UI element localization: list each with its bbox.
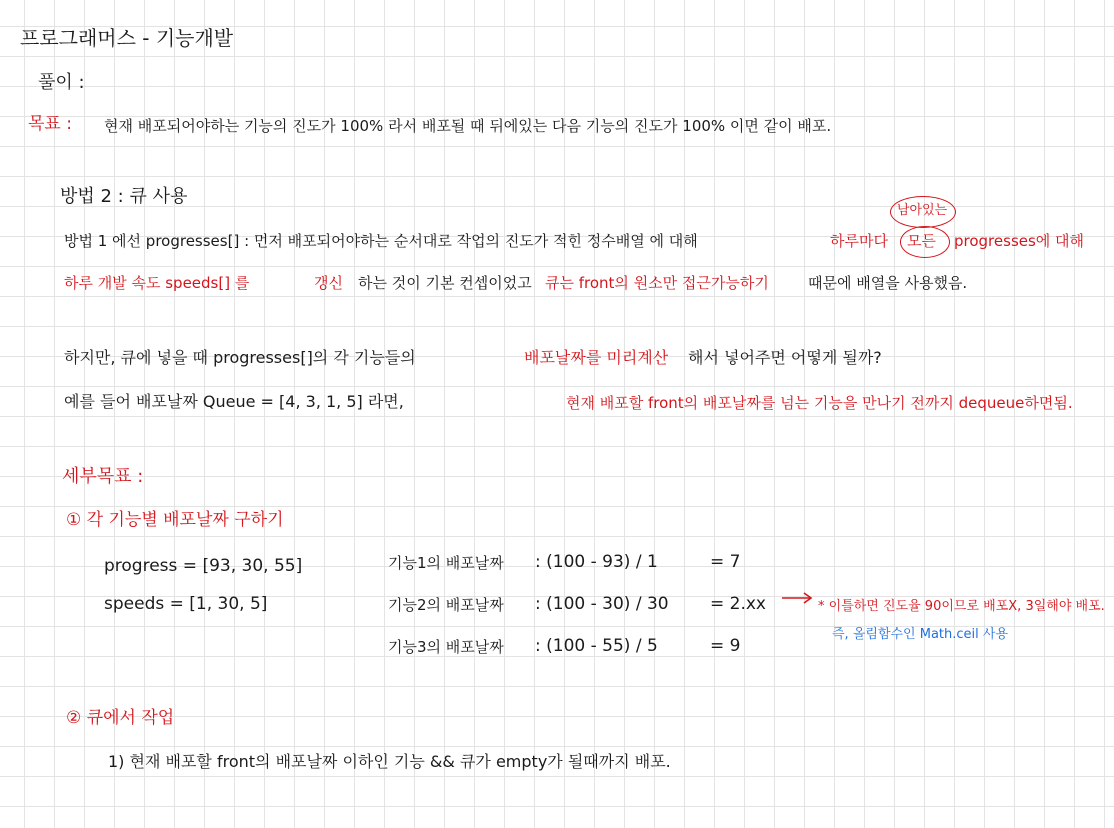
step1-heading: ① 각 기능별 배포날짜 구하기 <box>66 510 284 530</box>
goal-label: 목표 : <box>28 114 72 134</box>
step2-heading: ② 큐에서 작업 <box>66 708 175 728</box>
question-line1-red: 배포날짜를 미리계산 <box>524 348 669 367</box>
calc-result-1: = 7 <box>710 552 741 572</box>
calc-label-2: 기능2의 배포날짜 <box>388 596 504 614</box>
goal-text: 현재 배포되어야하는 기능의 진도가 100% 라서 배포될 때 뒤에있는 다음 기능의 진도가 100% 이면 같이 배포. <box>104 117 832 135</box>
arrow-icon <box>780 590 816 606</box>
method-line2-red-b: 갱신 <box>314 274 343 292</box>
method-line2-red-a: 하루 개발 속도 speeds[] 를 <box>64 274 250 292</box>
calc-label-1: 기능1의 배포날짜 <box>388 554 504 572</box>
question-line1-black-a: 하지만, 큐에 넣을 때 progresses[]의 각 기능들의 <box>64 348 416 367</box>
method-heading: 방법 2 : 큐 사용 <box>60 186 188 207</box>
calc-expr-2: : (100 - 30) / 30 <box>535 594 669 614</box>
page-title: 프로그래머스 - 기능개발 <box>20 26 234 50</box>
speeds-array: speeds = [1, 30, 5] <box>104 594 268 614</box>
method-line2-black-b: 때문에 배열을 사용했음. <box>808 274 968 292</box>
ceil-note-red: * 이틀하면 진도율 90이므로 배포X, 3일해야 배포. <box>818 599 1105 614</box>
calc-label-3: 기능3의 배포날짜 <box>388 638 504 656</box>
question-line1-black-b: 해서 넣어주면 어떻게 될까? <box>688 348 882 367</box>
method-line1-red-b: 모든 <box>907 232 936 250</box>
method-line1-black: 방법 1 에선 progresses[] : 먼저 배포되어야하는 순서대로 작업의 진도가 적힌 정수배열 에 대해 <box>64 232 698 250</box>
ceil-note-blue: 즉, 올림함수인 Math.ceil 사용 <box>832 627 1009 642</box>
question-line2-black: 예를 들어 배포날짜 Queue = [4, 3, 1, 5] 라면, <box>64 392 404 411</box>
method-line1-red-c: progresses에 대해 <box>954 232 1085 250</box>
calc-result-2: = 2.xx <box>710 594 766 614</box>
step2-line: 1) 현재 배포할 front의 배포날짜 이하인 기능 && 큐가 empty가 될때까지 배포. <box>108 752 671 771</box>
calc-result-3: = 9 <box>710 636 741 656</box>
method-line1-red-a: 하루마다 <box>830 232 888 250</box>
calc-expr-3: : (100 - 55) / 5 <box>535 636 658 656</box>
circle-note: 남아있는 <box>897 203 948 218</box>
method-line2-black-a: 하는 것이 기본 컨셉이었고 <box>358 274 532 292</box>
progress-array: progress = [93, 30, 55] <box>104 556 303 576</box>
subgoals-label: 세부목표 : <box>62 466 144 487</box>
question-line2-red: 현재 배포할 front의 배포날짜를 넘는 기능을 만나기 전까지 dequeue하면됨. <box>566 394 1073 412</box>
method-line2-red-c: 큐는 front의 원소만 접근가능하기 <box>545 274 769 292</box>
calc-expr-1: : (100 - 93) / 1 <box>535 552 658 572</box>
solution-label: 풀이 : <box>38 72 85 93</box>
highlight-circle <box>900 226 950 258</box>
